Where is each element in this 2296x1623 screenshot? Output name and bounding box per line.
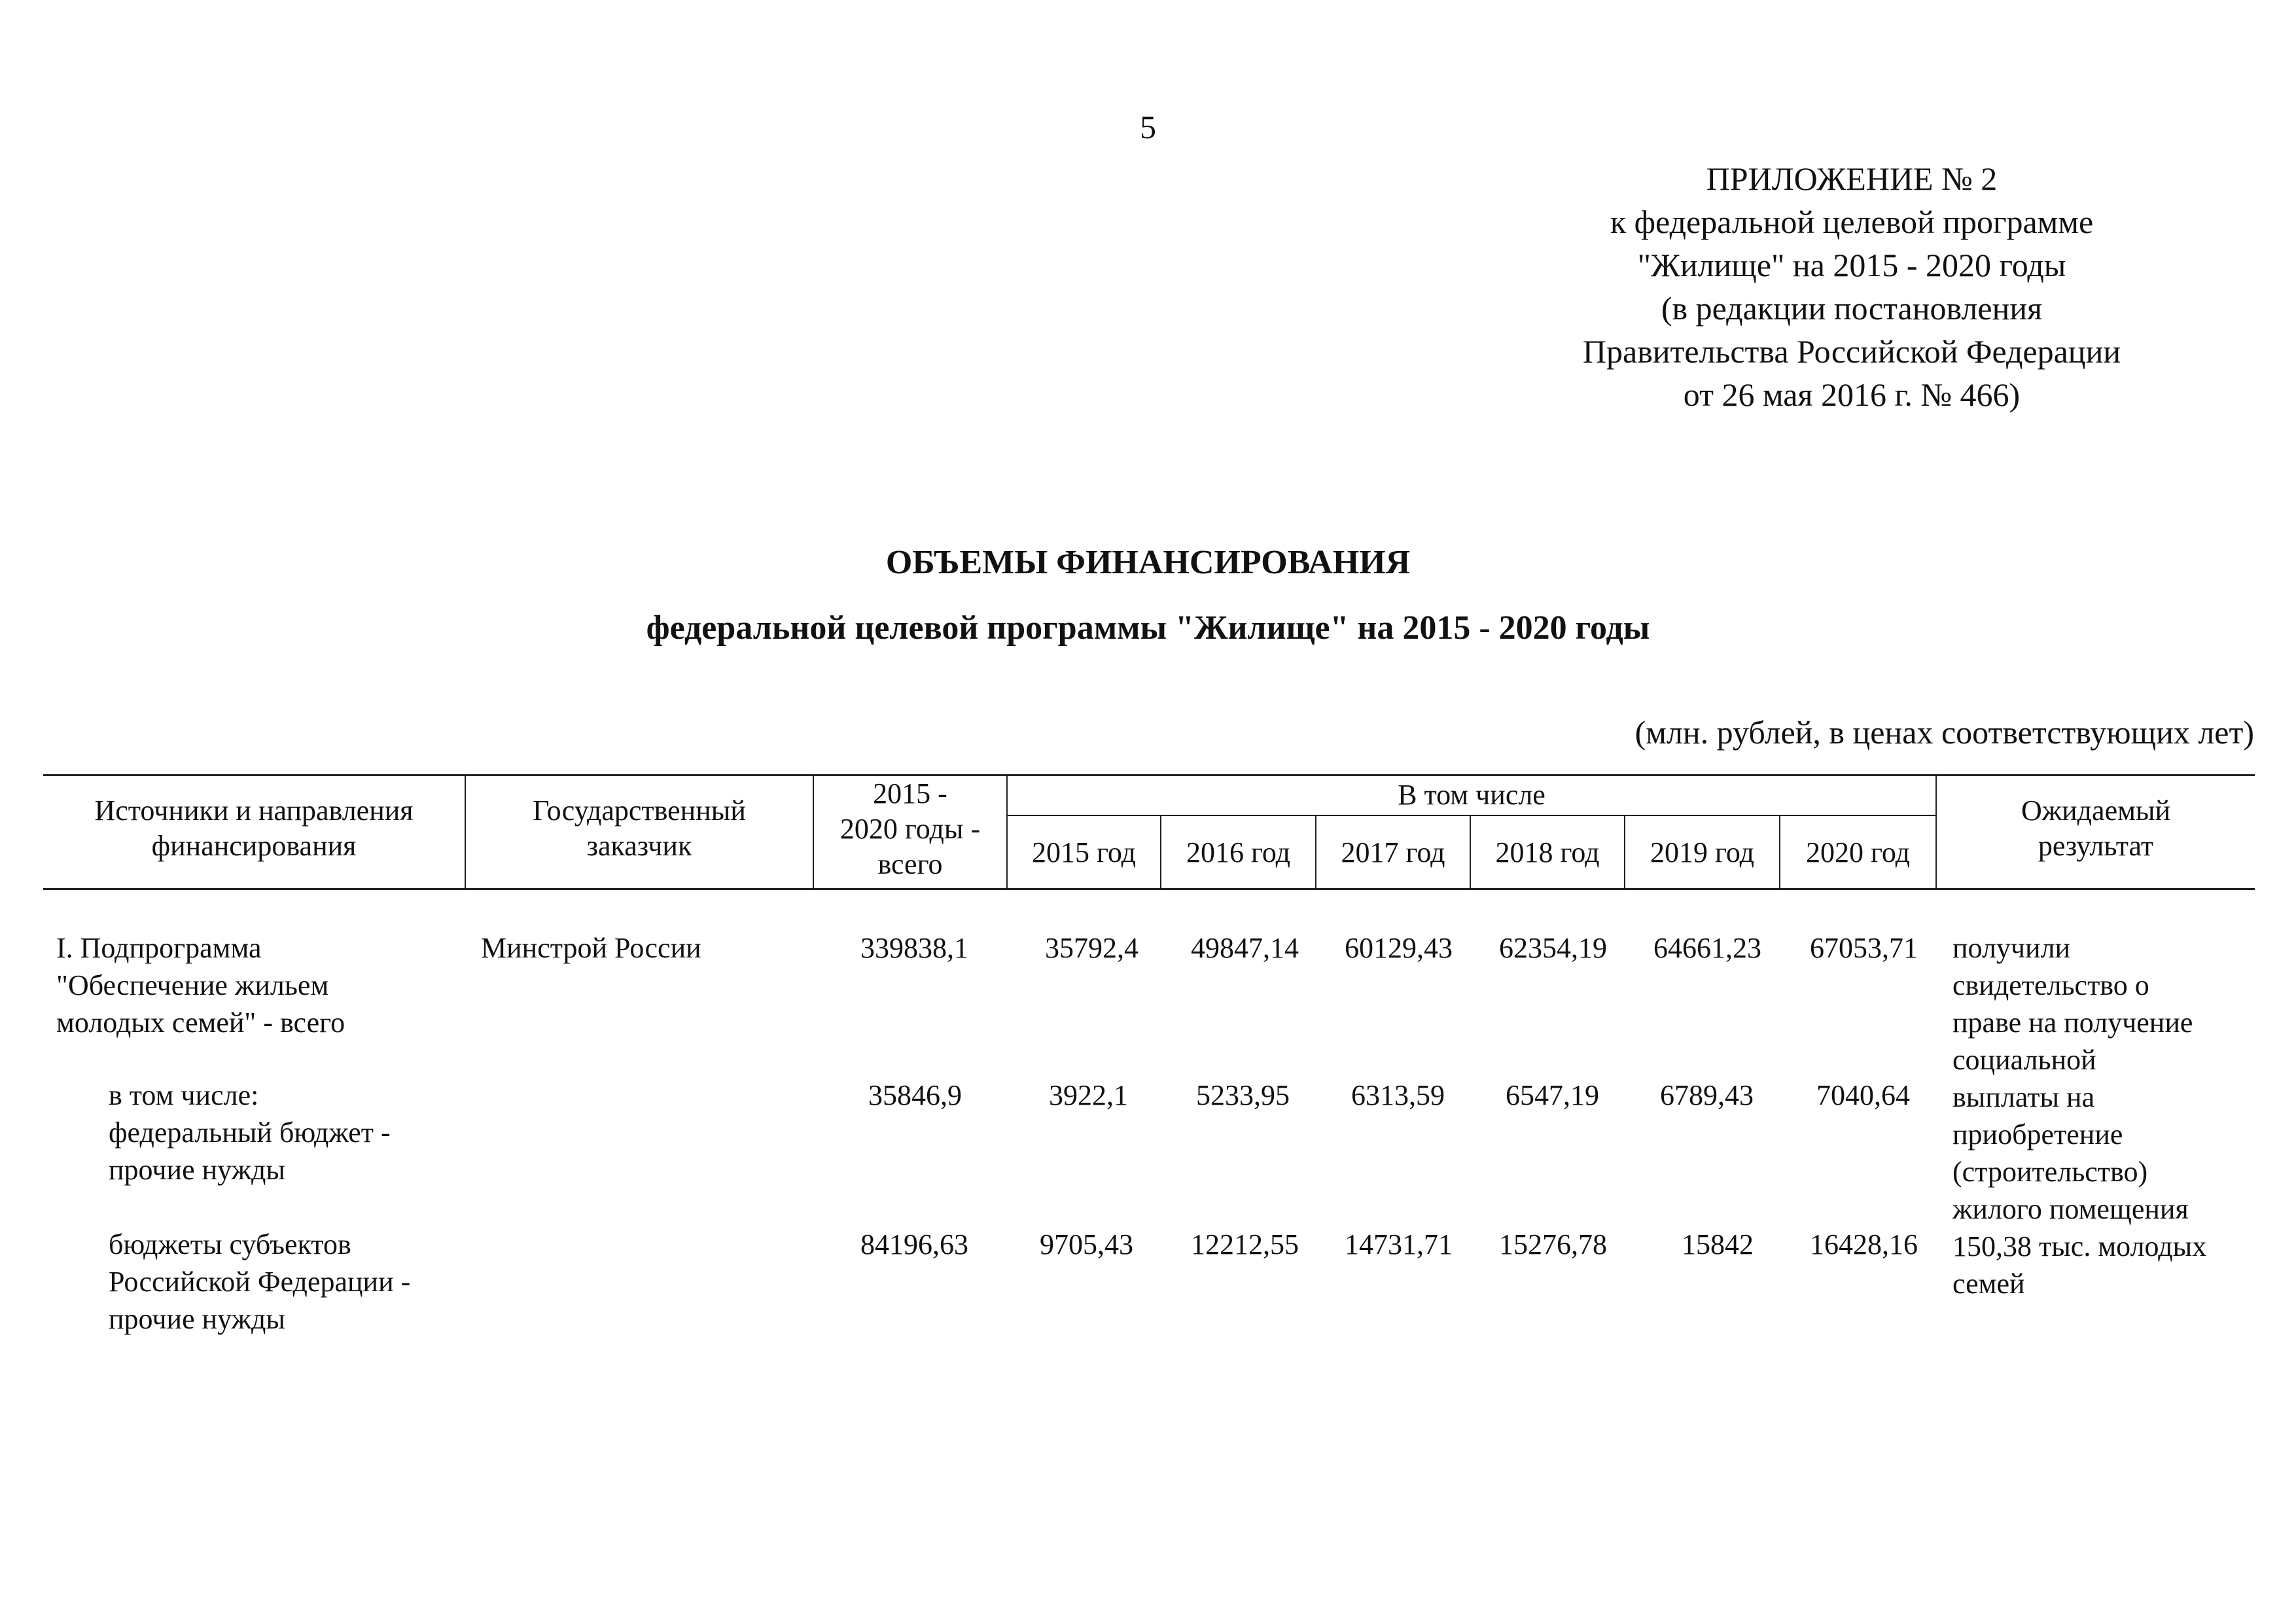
appendix-line: "Жилище" на 2015 - 2020 годы (1637, 247, 2066, 283)
expected-result: получили свидетельство о праве на получение социальной выплаты на приобретение (строительство) жилого помещения 150,38 тыс. молодых семей (1952, 932, 2207, 1300)
header-year: 2020 год (1805, 836, 1911, 868)
row-year-value: 6789,43 (1660, 1079, 1754, 1111)
header-including: В том числе (1398, 779, 1545, 811)
row-total: 339838,1 (860, 932, 968, 964)
header-sources: Источники и направления финансирования (94, 794, 414, 862)
appendix-line: ПРИЛОЖЕНИЕ № 2 (1706, 160, 1998, 197)
header-total: 2015 - 2020 годы - всего (839, 777, 981, 880)
row-customer: Минстрой России (481, 932, 701, 964)
header-year: 2018 год (1495, 836, 1600, 868)
row-year-value: 16428,16 (1810, 1228, 1918, 1260)
row-source: бюджеты субъектов Российской Федерации - прочие нужды (109, 1228, 411, 1335)
row-year-value: 49847,14 (1191, 932, 1299, 964)
appendix-block (1505, 157, 2199, 416)
row-year-value: 6313,59 (1351, 1079, 1445, 1111)
row-year-value: 9705,43 (1040, 1228, 1133, 1260)
row-year-value: 5233,95 (1196, 1079, 1290, 1111)
row-year-value: 35792,4 (1045, 932, 1139, 964)
row-source: в том числе: федеральный бюджет - прочие нужды (109, 1079, 391, 1186)
table-top-border (43, 774, 2255, 776)
header-year: 2015 год (1031, 836, 1137, 868)
row-year-value: 67053,71 (1810, 932, 1918, 964)
appendix-line: от 26 мая 2016 г. № 466) (1683, 376, 2021, 413)
row-year-value: 60129,43 (1345, 932, 1453, 964)
row-year-value: 62354,19 (1499, 932, 1607, 964)
header-bottom-border (43, 888, 2255, 890)
appendix-line: к федеральной целевой программе (1610, 204, 2094, 240)
row-year-value: 3922,1 (1049, 1079, 1128, 1111)
row-year-value: 64661,23 (1653, 932, 1761, 964)
header-year: 2016 год (1186, 836, 1291, 868)
row-year-value: 6547,19 (1506, 1079, 1599, 1111)
row-year-value: 14731,71 (1345, 1228, 1453, 1260)
including-divider (1008, 815, 1935, 816)
row-total: 35846,9 (868, 1079, 962, 1111)
row-total: 84196,63 (860, 1228, 968, 1260)
page-number: 5 (1140, 109, 1156, 145)
document-subtitle: федеральной целевой программы "Жилище" на 2015 - 2020 годы (646, 609, 1650, 647)
header-year: 2019 год (1650, 836, 1755, 868)
header-result: Ожидаемый результат (2021, 794, 2171, 862)
row-year-value: 7040,64 (1816, 1079, 1910, 1111)
appendix-line: Правительства Российской Федерации (1582, 333, 2121, 370)
row-year-value: 12212,55 (1191, 1228, 1299, 1260)
row-year-value: 15276,78 (1499, 1228, 1607, 1260)
appendix-line: (в редакции постановления (1661, 290, 2043, 327)
header-year: 2017 год (1341, 836, 1445, 868)
row-source: I. Подпрограмма "Обеспечение жильем молодых семей" - всего (56, 932, 345, 1039)
document-title: ОБЪЕМЫ ФИНАНСИРОВАНИЯ (885, 544, 1411, 581)
row-year-value: 15842 (1682, 1228, 1754, 1260)
header-customer: Государственный заказчик (533, 794, 746, 862)
units-note: (млн. рублей, в ценах соответствующих лет) (1634, 714, 2254, 751)
